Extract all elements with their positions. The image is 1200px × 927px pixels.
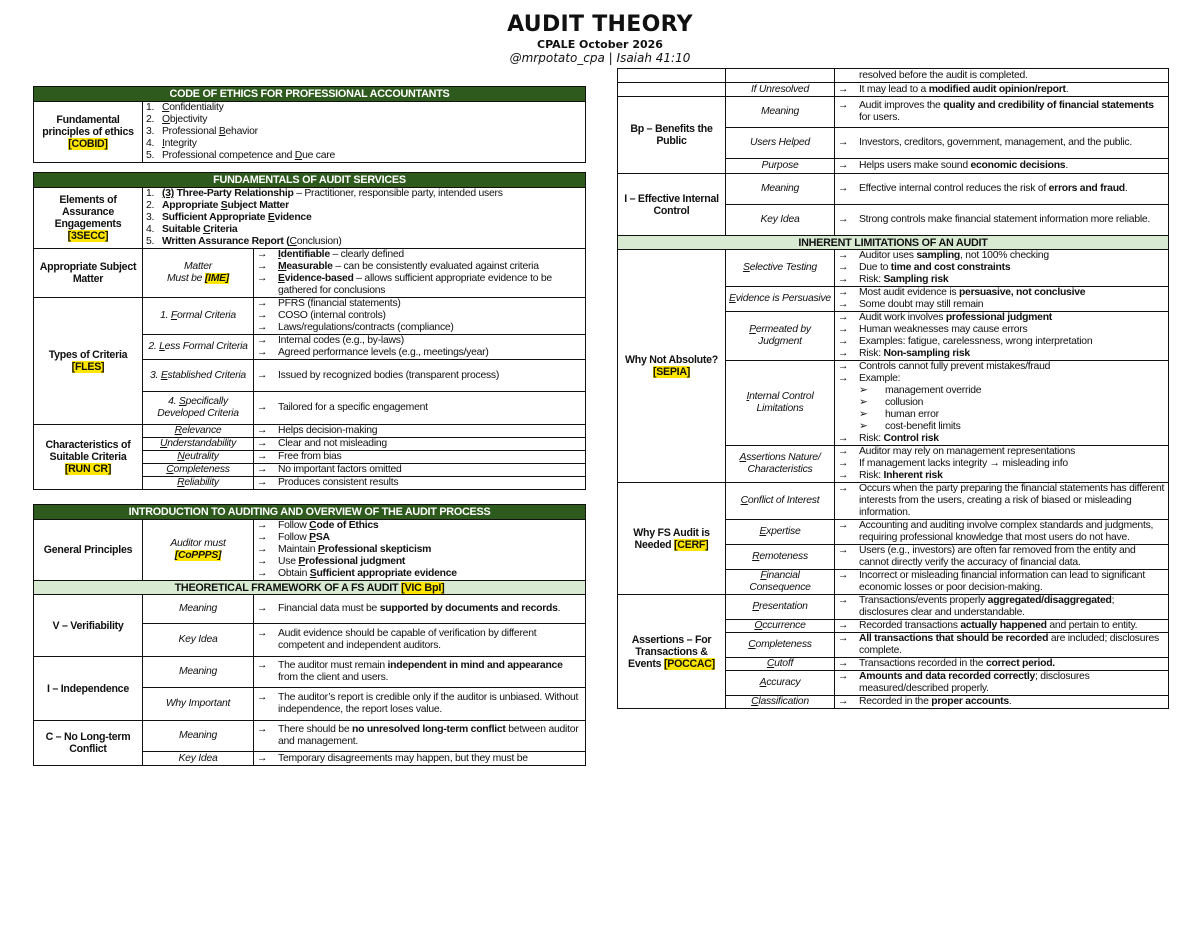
arrow-icon: → [838,274,849,285]
arrow-icon: → [838,446,849,457]
benefits-label: Bp – Benefits the Public [618,97,726,174]
arrow-icon: → [838,373,849,384]
less-formal-list [254,335,586,360]
evidence-persuasive-label: Evidence is Persuasive [726,287,835,312]
arrow-icon: → [257,298,268,309]
permeated-judgment-label: Permeated by Judgment [726,312,835,361]
established-desc: → Issued by recognized bodies (transparent process) [254,360,586,392]
financial-consequence-label: Financial Consequence [726,570,835,595]
list-item: → Follow PSA [257,532,330,543]
ethics-code: [COBID] [68,138,108,150]
char-term: Understandability [143,438,254,451]
page-credit: @mrpotato_cpa | Isaiah 41:10 [509,51,691,65]
criteria-formal-row [34,298,586,335]
established-label: 3. Established Criteria [143,360,254,392]
general-principles-list [254,520,586,581]
arrow-icon: → [257,544,268,555]
continuation-row: resolved before the audit is completed. [618,69,1169,83]
arrow-icon: → [838,671,849,682]
section-gap [34,163,586,173]
expertise-label: Expertise [726,520,835,545]
subject-matter-code: [IME] [204,273,229,284]
specific-label: 4. Specifically Developed Criteria [143,392,254,425]
selective-testing-label: Selective Testing [726,250,835,287]
arrow-icon: → [838,160,849,171]
criteria-label: Types of Criteria [FLES] [34,298,143,425]
why-not-absolute-code: [SEPIA] [652,366,691,378]
arrow-icon: → [838,262,849,273]
arrow-icon: → [257,603,268,614]
list-item: 1. (3) Three-Party Relationship – Practitioner, responsible party, intended users [146,188,503,199]
char-row [34,425,586,438]
list-item: → Laws/regulations/contracts (compliance) [257,322,454,333]
assertions-nature-label: Assertions Nature/ Characteristics [726,446,835,483]
bullet-icon: ➢ [859,385,868,396]
list-item: 4. Integrity [146,138,197,149]
subject-matter-row [34,249,586,298]
left-column-table [33,86,586,766]
elements-label: Elements of Assurance Engagements [3SECC] [34,188,143,249]
assertions-code: [POCCAC] [663,657,715,670]
conflict-interest-row: Why FS Audit is Needed [CERF] Conflict of Interest → Occurs when the party preparing the financial statements has different interests from the users, creating a risk of biased or misleading information. [618,483,1169,520]
arrow-icon: → [257,369,268,381]
accuracy-label: Accuracy [726,671,835,696]
conflict-label: C – No Long-term Conflict [34,721,143,766]
general-principles-row [34,520,586,581]
list-item: → COSO (internal controls) [257,310,386,321]
less-formal-label: 2. Less Formal Criteria [143,335,254,360]
list-item: → Risk: Sampling risk [838,274,949,285]
list-item: 1. Confidentiality [146,102,224,113]
list-item: → Examples: fatigue, carelessness, wrong interpretation [838,336,1093,347]
list-item: → Risk: Inherent risk [838,470,943,481]
arrow-icon: → [257,273,268,284]
formal-criteria-label: 1. Formal Criteria [143,298,254,335]
list-item: → Human weaknesses may cause errors [838,324,1028,335]
list-item: 3. Sufficient Appropriate Evidence [146,212,312,223]
list-item: ➢ cost-benefit limits [859,421,961,432]
arrow-icon: → [257,692,268,703]
classification-label: Classification [726,696,835,709]
list-item: → Most audit evidence is persuasive, not conclusive [838,287,1086,298]
intro-section-header: INTRODUCTION TO AUDITING AND OVERVIEW OF THE AUDIT PROCESS [34,505,586,520]
char-term: Relevance [143,425,254,438]
financial-consequence-row: Financial Consequence → Incorrect or misleading financial information can lead to significant economic losses or poor decision-making. [618,570,1169,595]
char-term: Completeness [143,464,254,477]
list-item: → Maintain Professional skepticism [257,544,432,555]
ethics-principles-list [143,102,586,163]
conflict-row: Key Idea → Temporary disagreements may happen, but they must be [34,752,586,766]
independence-row: I – Independence Meaning → The auditor must remain independent in mind and appearance from the client and users. [34,657,586,688]
benefits-row: Bp – Benefits the Public Meaning → Audit improves the quality and credibility of financial statements for users. [618,97,1169,128]
list-item: → Measurable – can be consistently evaluated against criteria [257,261,539,272]
internal-control-row: I – Effective Internal Control Meaning → Effective internal control reduces the risk of errors and fraud. [618,174,1169,205]
list-item: → Evidence-based – allows sufficient appropriate evidence to be gathered for conclusions [257,273,552,296]
arrow-icon: → [838,324,849,335]
list-item: → Use Professional judgment [257,556,406,567]
inherent-limitations-header: INHERENT LIMITATIONS OF AN AUDIT [618,236,1169,250]
verifiability-label: V – Verifiability [34,595,143,657]
list-item: → Follow Code of Ethics [257,520,379,531]
general-principles-code: [CoPPPS] [174,550,222,561]
selective-testing-row [618,250,1169,287]
formal-criteria-list [254,298,586,335]
assertions-label: Assertions – For Transactions & Events [POCCAC] [618,595,726,709]
presentation-label: Presentation [726,595,835,620]
arrow-icon: → [257,724,268,735]
page-title: AUDIT THEORY [507,12,693,37]
list-item: → Example: [838,373,901,384]
theoretical-framework-header: THEORETICAL FRAMEWORK OF A FS AUDIT [VIC BpI] [34,581,586,595]
char-label: Characteristics of Suitable Criteria [RUN CR] [34,425,143,490]
subject-matter-mid: Matter Must be [IME] [143,249,254,298]
why-not-absolute-label: Why Not Absolute? [SEPIA] [618,250,726,483]
arrow-icon: → [838,312,849,323]
list-item: 5. Professional competence and Due care [146,150,335,161]
char-term: Neutrality [143,451,254,464]
arrow-icon: → [257,322,268,333]
arrow-icon: → [838,287,849,298]
arrow-icon: → [257,347,268,358]
arrow-icon: → [257,752,268,764]
arrow-icon: → [257,438,268,449]
arrow-icon: → [838,137,849,148]
arrow-icon: → [257,249,268,260]
list-item: → Auditor may rely on management representations [838,446,1076,457]
conflict-row: C – No Long-term Conflict Meaning → There should be no unresolved long-term conflict between auditor and management. [34,721,586,752]
arrow-icon: → [257,568,268,579]
bullet-icon: ➢ [859,397,868,408]
list-item: → Agreed performance levels (e.g., meetings/year) [257,347,489,358]
list-item: 5. Written Assurance Report (Conclusion) [146,236,342,247]
cutoff-label: Cutoff [726,658,835,671]
occurrence-row: Occurrence → Recorded transactions actually happened and pertain to entity. [618,620,1169,633]
right-column-table [617,68,1169,709]
bullet-icon: ➢ [859,409,868,420]
char-code: [RUN CR] [64,463,112,475]
arrow-icon: → [838,633,849,644]
list-item: → Due to time and cost constraints [838,262,1011,273]
arrow-icon: → [838,183,849,194]
list-item: 3. Professional Behavior [146,126,258,137]
why-needed-label: Why FS Audit is Needed [CERF] [618,483,726,595]
arrow-icon: → [838,696,849,707]
arrow-icon: → [838,595,849,606]
independence-row: Why Important → The auditor’s report is credible only if the auditor is unbiased. Without independence, the report loses value. [34,688,586,721]
arrow-icon: → [257,464,268,475]
list-item: → Audit work involves professional judgment [838,312,1052,323]
list-item: → Risk: Control risk [838,433,939,444]
internal-control-row: Key Idea → Strong controls make financial statement information more reliable. [618,205,1169,236]
arrow-icon: → [257,532,268,543]
bullet-icon: ➢ [859,421,868,432]
char-desc: → Helps decision-making [254,425,586,438]
elements-list [143,188,586,249]
verifiability-row: V – Verifiability Meaning → Financial data must be supported by documents and records. [34,595,586,624]
remoteness-label: Remoteness [726,545,835,570]
arrow-icon: → [838,299,849,310]
arrow-icon: → [838,348,849,359]
benefits-row: Purpose → Helps users make sound economic decisions. [618,159,1169,174]
ethics-label: Fundamental principles of ethics [COBID] [34,102,143,163]
arrow-icon: → [257,402,268,413]
list-item: → Auditor uses sampling, not 100% checking [838,250,1049,261]
list-item: ➢ management override [859,385,982,396]
arrow-icon: → [838,620,849,631]
arrow-icon: → [838,545,849,556]
arrow-icon: → [838,250,849,261]
char-desc: → Produces consistent results [254,477,586,490]
arrow-icon: → [257,310,268,321]
subject-matter-label: Appropriate Subject Matter [34,249,143,298]
list-item: ➢ human error [859,409,939,420]
arrow-icon: → [838,458,849,469]
arrow-icon: → [257,520,268,531]
char-desc: → Free from bias [254,451,586,464]
list-item: → Internal codes (e.g., by-laws) [257,335,404,346]
elements-code: [3SECC] [67,230,109,242]
arrow-icon: → [838,433,849,444]
completeness-row: Completeness → All transactions that should be recorded are included; disclosures complete. [618,633,1169,658]
specific-desc: → Tailored for a specific engagement [254,392,586,425]
general-principles-mid: Auditor must [CoPPPS] [143,520,254,581]
page-subtitle: CPALE October 2026 [537,38,663,51]
ethics-section-header: CODE OF ETHICS FOR PROFESSIONAL ACCOUNTANTS [34,87,586,102]
arrow-icon: → [257,335,268,346]
arrow-icon: → [257,425,268,436]
subject-matter-list [254,249,586,298]
arrow-icon: → [838,214,849,225]
presentation-row: Assertions – For Transactions & Events [POCCAC] Presentation → Transactions/events properly aggregated/disaggregated; disclosures clear and understandable. [618,595,1169,620]
fundamentals-section-header: FUNDAMENTALS OF AUDIT SERVICES [34,173,586,188]
accuracy-row: Accuracy → Amounts and data recorded correctly; disclosures measured/described properly. [618,671,1169,696]
unresolved-row: If Unresolved → It may lead to a modified audit opinion/report. [618,83,1169,97]
arrow-icon: → [838,483,849,494]
list-item: 2. Objectivity [146,114,208,125]
expertise-row: Expertise → Accounting and auditing involve complex standards and judgments, requiring professional knowledge that most users do not have. [618,520,1169,545]
arrow-icon: → [838,336,849,347]
internal-control-label: I – Effective Internal Control [618,174,726,236]
occurrence-label: Occurrence [726,620,835,633]
theoretical-framework-code: [VIC BpI] [401,581,445,594]
arrow-icon: → [838,361,849,372]
conflict-interest-label: Conflict of Interest [726,483,835,520]
benefits-row: Users Helped → Investors, creditors, government, management, and the public. [618,128,1169,159]
list-item: 2. Appropriate Subject Matter [146,200,289,211]
remoteness-row: Remoteness → Users (e.g., investors) are often far removed from the entity and cannot directly verify the accuracy of financial data. [618,545,1169,570]
char-term: Reliability [143,477,254,490]
arrow-icon: → [257,660,268,671]
arrow-icon: → [838,570,849,581]
arrow-icon: → [257,451,268,462]
list-item: → If management lacks integrity → misleading info [838,458,1068,469]
page-header [0,12,1200,65]
list-item: → Some doubt may still remain [838,299,984,310]
general-principles-label: General Principles [34,520,143,581]
list-item: → PFRS (financial statements) [257,298,401,309]
ethics-principles-row [34,102,586,163]
why-needed-code: [CERF] [674,538,709,551]
char-desc: → Clear and not misleading [254,438,586,451]
arrow-icon: → [838,100,849,111]
list-item: → Controls cannot fully prevent mistakes/fraud [838,361,1051,372]
control-limitations-label: Internal Control Limitations [726,361,835,446]
completeness-label: Completeness [726,633,835,658]
section-gap [34,490,586,505]
elements-row [34,188,586,249]
arrow-icon: → [838,470,849,481]
char-desc: → No important factors omitted [254,464,586,477]
cutoff-row: Cutoff → Transactions recorded in the correct period. [618,658,1169,671]
arrow-icon: → [257,477,268,488]
list-item: → Identifiable – clearly defined [257,249,404,260]
arrow-icon: → [257,628,268,639]
list-item: → Risk: Non-sampling risk [838,348,970,359]
classification-row: Classification → Recorded in the proper accounts. [618,696,1169,709]
list-item: ➢ collusion [859,397,924,408]
arrow-icon: → [257,261,268,272]
arrow-icon: → [838,520,849,531]
arrow-icon: → [838,83,849,95]
criteria-code: [FLES] [71,361,105,373]
list-item: → Obtain Sufficient appropriate evidence [257,568,457,579]
arrow-icon: → [257,556,268,567]
verifiability-row: Key Idea → Audit evidence should be capable of verification by different competent and independent auditors. [34,624,586,657]
list-item: 4. Suitable Criteria [146,224,238,235]
independence-label: I – Independence [34,657,143,721]
arrow-icon: → [838,658,849,669]
